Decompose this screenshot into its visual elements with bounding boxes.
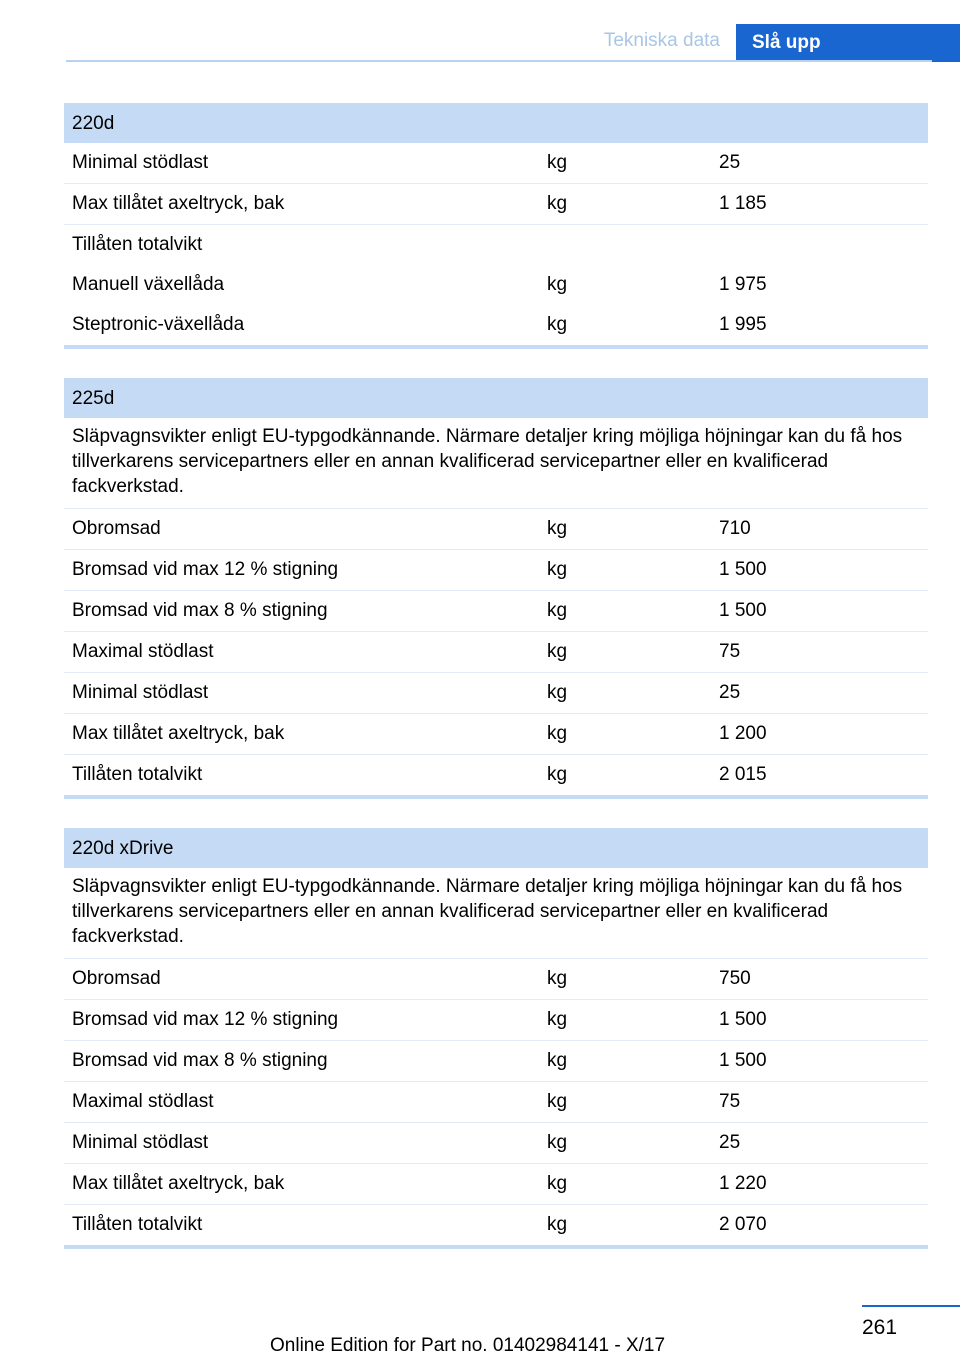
table-note: Släpvagnsvikter enligt EU-typgodkännande. Närmare detaljer kring möjliga höjningar kan du få hos tillverkarens servicepartners eller en annan kvalificerad servicepartner eller en kvalificerad fackverkstad. bbox=[72, 426, 903, 497]
row-label: Bromsad vid max 8 % stigning bbox=[72, 1050, 328, 1071]
row-label: Max tillåtet axeltryck, bak bbox=[72, 193, 285, 214]
tables-container bbox=[64, 103, 928, 1278]
row-unit: kg bbox=[547, 314, 568, 335]
row-value: 1 500 bbox=[719, 1050, 767, 1071]
table-row bbox=[64, 631, 928, 672]
row-label: Tillåten totalvikt bbox=[72, 764, 203, 785]
section-title: Tekniska data bbox=[603, 30, 720, 51]
row-value: 1 200 bbox=[719, 723, 767, 744]
row-value: 1 220 bbox=[719, 1173, 767, 1194]
row-value: 1 975 bbox=[719, 274, 767, 295]
footer-divider bbox=[862, 1305, 960, 1307]
row-unit: kg bbox=[547, 1214, 568, 1235]
chapter-tab[interactable]: Slå upp bbox=[736, 24, 960, 62]
table-row bbox=[64, 305, 928, 345]
row-label: Maximal stödlast bbox=[72, 641, 214, 662]
page-header bbox=[0, 0, 960, 62]
row-unit: kg bbox=[547, 193, 568, 214]
table-row bbox=[64, 713, 928, 754]
row-value: 750 bbox=[719, 968, 751, 989]
row-unit: kg bbox=[547, 1173, 568, 1194]
row-unit: kg bbox=[547, 682, 568, 703]
row-value: 25 bbox=[719, 682, 741, 703]
row-label: Obromsad bbox=[72, 968, 161, 989]
spec-table-225d bbox=[64, 378, 928, 799]
row-unit: kg bbox=[547, 518, 568, 539]
row-label: Steptronic-växellåda bbox=[72, 314, 245, 335]
row-label: Max tillåtet axeltryck, bak bbox=[72, 723, 285, 744]
table-note: Släpvagnsvikter enligt EU-typgodkännande. Närmare detaljer kring möjliga höjningar kan du få hos tillverkarens servicepartners eller en annan kvalificerad servicepartner eller en kvalificerad fackverkstad. bbox=[72, 876, 903, 947]
row-unit: kg bbox=[547, 152, 568, 173]
table-row bbox=[64, 1163, 928, 1204]
row-unit: kg bbox=[547, 641, 568, 662]
edition-note: Online Edition for Part no. 01402984141 - X/17 bbox=[270, 1335, 666, 1356]
table-title: 225d bbox=[64, 378, 928, 418]
table-row bbox=[64, 549, 928, 590]
table-row bbox=[64, 590, 928, 631]
row-value: 2 015 bbox=[719, 764, 767, 785]
row-value: 75 bbox=[719, 641, 741, 662]
table-row bbox=[64, 224, 928, 265]
row-unit: kg bbox=[547, 600, 568, 621]
row-value: 1 500 bbox=[719, 600, 767, 621]
table-row bbox=[64, 143, 928, 183]
table-row bbox=[64, 1040, 928, 1081]
table-row bbox=[64, 754, 928, 795]
row-unit: kg bbox=[547, 1009, 568, 1030]
row-label: Manuell växellåda bbox=[72, 274, 225, 295]
row-value: 1 185 bbox=[719, 193, 767, 214]
row-label: Tillåten totalvikt bbox=[72, 1214, 203, 1235]
page-number: 261 bbox=[862, 1316, 898, 1339]
row-label: Minimal stödlast bbox=[72, 682, 209, 703]
row-label: Obromsad bbox=[72, 518, 161, 539]
table-row bbox=[64, 265, 928, 305]
spec-table-220d-xdrive bbox=[64, 828, 928, 1249]
row-label: Bromsad vid max 8 % stigning bbox=[72, 600, 328, 621]
row-value: 1 500 bbox=[719, 1009, 767, 1030]
row-value: 25 bbox=[719, 1132, 741, 1153]
row-label: Max tillåtet axeltryck, bak bbox=[72, 1173, 285, 1194]
row-label: Maximal stödlast bbox=[72, 1091, 214, 1112]
table-row bbox=[64, 508, 928, 549]
row-unit: kg bbox=[547, 764, 568, 785]
row-label: Minimal stödlast bbox=[72, 152, 209, 173]
row-value: 75 bbox=[719, 1091, 741, 1112]
row-value: 2 070 bbox=[719, 1214, 767, 1235]
row-unit: kg bbox=[547, 1132, 568, 1153]
row-label: Minimal stödlast bbox=[72, 1132, 209, 1153]
row-unit: kg bbox=[547, 274, 568, 295]
row-value: 710 bbox=[719, 518, 751, 539]
spec-table-220d bbox=[64, 103, 928, 349]
table-row bbox=[64, 999, 928, 1040]
row-value: 1 500 bbox=[719, 559, 767, 580]
row-unit: kg bbox=[547, 723, 568, 744]
row-label: Tillåten totalvikt bbox=[72, 234, 203, 255]
row-unit: kg bbox=[547, 968, 568, 989]
table-row bbox=[64, 1204, 928, 1245]
table-row bbox=[64, 1122, 928, 1163]
row-value: 1 995 bbox=[719, 314, 767, 335]
header-divider bbox=[66, 60, 932, 62]
table-title: 220d xDrive bbox=[64, 828, 928, 868]
row-label: Bromsad vid max 12 % stigning bbox=[72, 1009, 339, 1030]
row-unit: kg bbox=[547, 1091, 568, 1112]
table-row bbox=[64, 1081, 928, 1122]
table-title: 220d bbox=[64, 103, 928, 143]
table-row bbox=[64, 958, 928, 999]
row-unit: kg bbox=[547, 559, 568, 580]
row-value: 25 bbox=[719, 152, 741, 173]
row-label: Bromsad vid max 12 % stigning bbox=[72, 559, 339, 580]
table-row bbox=[64, 183, 928, 224]
row-unit: kg bbox=[547, 1050, 568, 1071]
table-row bbox=[64, 672, 928, 713]
